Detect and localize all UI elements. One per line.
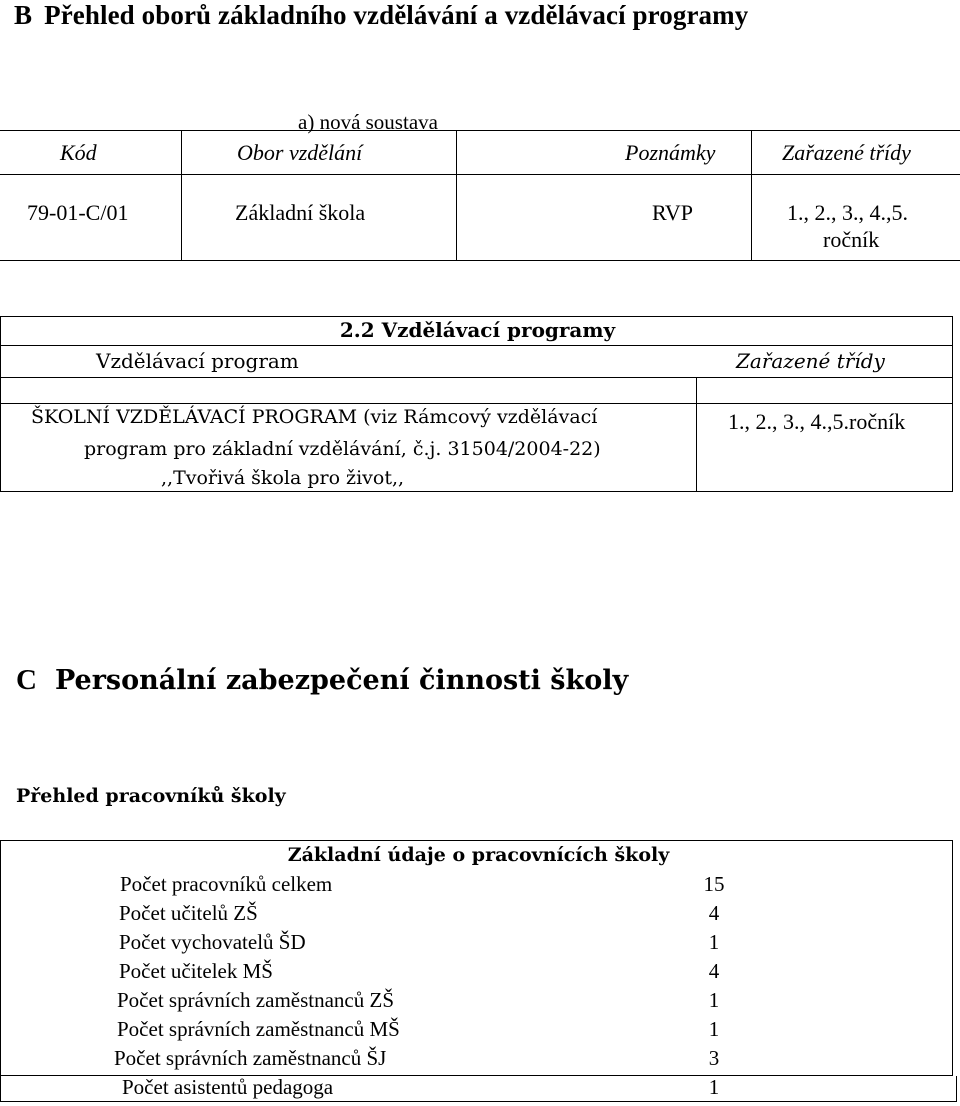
section-c-letter: C <box>16 664 37 696</box>
programs-header-classes: Zařazené třídy <box>736 349 885 373</box>
row-value: 4 <box>708 959 720 983</box>
section-b-heading <box>14 0 748 31</box>
header-classes: Zařazené třídy <box>782 140 911 165</box>
section-c-heading <box>16 664 628 697</box>
header-field: Obor vzdělání <box>237 140 363 165</box>
row-value: 4 <box>708 901 720 925</box>
row-value: 1 <box>708 930 720 954</box>
section-b-title: Přehled oborů základního vzdělávání a vzdělávací programy <box>44 0 749 30</box>
row-classes-line2: ročník <box>823 227 880 252</box>
header-notes: Poznámky <box>625 140 716 165</box>
programs-table <box>0 316 953 492</box>
row-field: Základní škola <box>235 200 366 225</box>
row-label: Počet asistentů pedagoga <box>122 1075 334 1099</box>
program-classes: 1., 2., 3., 4.,5.ročník <box>728 409 906 434</box>
row-value: 1 <box>708 1017 720 1041</box>
header-code: Kód <box>60 140 97 165</box>
staff-table <box>0 840 957 1102</box>
row-label: Počet správních zaměstnanců ZŠ <box>117 988 394 1012</box>
table-row <box>0 930 957 959</box>
table-row <box>0 1046 957 1075</box>
table-row <box>0 959 957 988</box>
row-value: 15 <box>703 872 725 896</box>
row-code: 79-01-C/01 <box>27 200 129 225</box>
programs-header-program: Vzdělávací program <box>96 349 299 373</box>
program-line1: ŠKOLNÍ VZDĚLÁVACÍ PROGRAM (viz Rámcový vzdělávací <box>31 406 598 428</box>
programs-title: 2.2 Vzdělávací programy <box>339 318 616 342</box>
program-line3: ,,Tvořivá škola pro život,, <box>161 467 405 489</box>
table-row <box>0 872 957 901</box>
fields-table <box>0 130 960 261</box>
row-label: Počet učitelů ZŠ <box>119 901 258 925</box>
section-b-letter: B <box>14 0 33 30</box>
row-value: 1 <box>708 1075 720 1099</box>
row-label: Počet správních zaměstnanců MŠ <box>117 1017 400 1041</box>
row-value: 3 <box>708 1046 720 1070</box>
table-row <box>0 901 957 930</box>
new-system-caption: a) nová soustava <box>298 110 438 134</box>
row-label: Počet správních zaměstnanců ŠJ <box>114 1046 387 1070</box>
staff-heading: Přehled pracovníků školy <box>16 785 286 807</box>
table-row <box>0 988 957 1017</box>
staff-table-title: Základní údaje o pracovnících školy <box>287 844 670 866</box>
row-label: Počet učitelek MŠ <box>119 959 273 983</box>
row-classes-line1: 1., 2., 3., 4.,5. <box>787 200 908 225</box>
row-label: Počet pracovníků celkem <box>120 872 333 896</box>
section-c-title: Personální zabezpečení činnosti školy <box>54 665 629 696</box>
table-row <box>0 1075 957 1104</box>
row-label: Počet vychovatelů ŠD <box>119 930 306 954</box>
table-row <box>0 1017 957 1046</box>
program-line2: program pro základní vzdělávání, č.j. 31504/2004-22) <box>84 438 601 460</box>
row-notes: RVP <box>652 200 694 225</box>
row-value: 1 <box>708 988 720 1012</box>
